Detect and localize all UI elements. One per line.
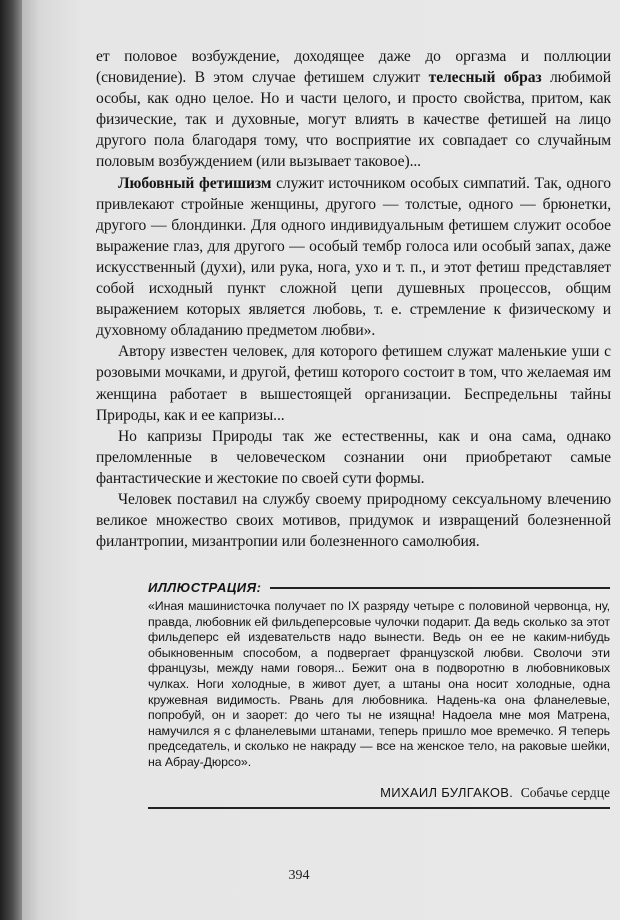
book-spine-shadow — [0, 0, 22, 920]
paragraph-p3 — [96, 341, 611, 425]
author-name: МИХАИЛ БУЛГАКОВ. — [380, 784, 514, 800]
paragraph-text: служит источником особых симпатий. Так, одного привлекают стройные женщины, другого — толстые, одного — брюнетки, другого — блондинки. Для одного индивидуальным фетишем служит особое выражение глаз, для другого — особый тембр голоса или особый запах, даже искусственный (духи), или рука, нога, ухо и т. п., и этот фетиш представляет собой исходный пункт сложной цепи душевных процессов, общим выражением которых является любовь, т. е. стремление к физическому и духовному обладанию предметом любви». — [96, 174, 611, 340]
paragraph-p1 — [96, 46, 611, 173]
illustration-top-rule — [270, 587, 610, 589]
paragraph-text: любимой особы, как одно целое. Но и части целого, и просто свойства, притом, как физические, так и духовные, могут влиять в качестве фетишей на лицо другого пола благодаря тому, что восприятие их совпадает со случайным половым возбуждением (или вызывает таковое)... — [96, 69, 611, 171]
bold-term: телесный образ — [428, 69, 542, 87]
bold-term: Любовный фетишизм — [118, 174, 272, 192]
illustration-bottom-rule — [148, 807, 610, 809]
paragraph-p4 — [96, 426, 611, 489]
illustration-title: ИЛЛЮСТРАЦИЯ: — [148, 580, 262, 595]
paragraph-text: Но капризы Природы так же естественны, как и она сама, однако преломленные в человеческом сознании они приобретают самые фантастические и жестокие по своей сути формы. — [96, 427, 611, 487]
work-title: Собачье сердце — [520, 784, 610, 800]
paragraph-text: Человек поставил на службу своему природному сексуальному влечению великое множество своих мотивов, придумок и извращений болезненной филантропии, мизантропии или болезненного самолюбия. — [96, 490, 611, 551]
paragraph-text: ет половое возбуждение, доходящее даже до оргазма и поллюции (сновидение). В этом случае фетишем служит — [96, 48, 611, 87]
paragraph-p5 — [96, 489, 611, 552]
main-text — [96, 46, 611, 552]
page-number: 394 — [288, 868, 310, 883]
illustration-block — [148, 580, 610, 809]
paragraph-text: Автору известен человек, для которого фетишем служат маленькие уши с розовыми мочками, и другой, фетиш которого состоит в том, что желаемая им женщина работает в вышестоящей организации. Беспредельны тайны Природы, как и ее капризы... — [96, 343, 611, 424]
paragraph-p2 — [96, 173, 611, 342]
illustration-quote: «Иная машинисточка получает по IX разряду четыре с половиной червонца, ну, правда, любовник ей фильдеперсовые чулочки подарит. Да ведь сколько за этот фильдеперс ей издевательств надо вынести. Ведь он ее не каким-нибудь обыкновенным способом, а подвергает французской любви. Сволочи эти французы, между нами говоря... Бежит она в подворотню в любовниковых чулках. Ноги холодные, в живот дует, а штаны она носит холодные, одна кружевная видимость. Рвань для любовника. Надень-ка она фланелевые, попробуй, он и заорет: до чего ты не изящна! Надоела мне моя Матрена, намучился я с фланелевыми штанами, теперь пришло мое времечко. Я теперь председатель, и сколько не накраду — все на женское тело, на раковые шейки, на Абрау-Дюрсо». — [148, 599, 610, 769]
illustration-attribution — [148, 785, 610, 801]
